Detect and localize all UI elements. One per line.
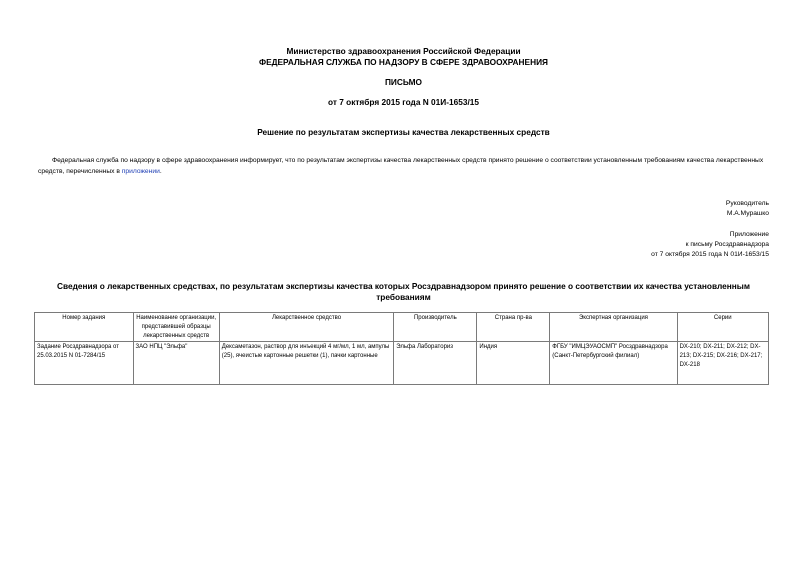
table-cell: Задание Росздравнадзора от 25.03.2015 N 01-7284/15 — [35, 342, 134, 385]
medicines-table — [34, 312, 769, 385]
table-cell: DX-210; DX-211; DX-212; DX-213; DX-215; DX-216; DX-217; DX-218 — [677, 342, 768, 385]
ministry-name: Министерство здравоохранения Российской Федерации — [286, 46, 521, 56]
column-header: Страна пр-ва — [477, 313, 550, 342]
signature-title: Руководитель — [725, 200, 769, 207]
table-cell: Эльфа Лабораториз — [394, 342, 477, 385]
column-header: Номер задания — [35, 313, 134, 342]
body-text: Федеральная служба по надзору в сфере здравоохранения информирует, что по результатам экспертизы качества лекарственных средств принято решение о соответствии установленным требованиям качества лекарственных средств, перечисленных в — [38, 157, 764, 175]
signature-name: М.А.Мурашко — [726, 210, 769, 217]
table-cell: ЗАО НПЦ "Эльфа" — [133, 342, 219, 385]
table-header-row — [35, 313, 769, 342]
service-name: ФЕДЕРАЛЬНАЯ СЛУЖБА ПО НАДЗОРУ В СФЕРЕ ЗДРАВООХРАНЕНИЯ — [259, 57, 548, 67]
table-title: Сведения о лекарственных средствах, по результатам экспертизы качества которых Росздравнадзором принято решение о соответствии их качества установленным требованиям — [56, 281, 750, 302]
appendix-link[interactable]: приложении — [121, 167, 160, 175]
column-header: Наименование организации, представившей образцы лекарственных средств — [133, 313, 219, 342]
body-paragraph — [38, 156, 770, 177]
document-type: ПИСЬМО — [384, 77, 423, 87]
table-cell: Индия — [477, 342, 550, 385]
table-row — [35, 342, 769, 385]
table-cell: Дексаметазон, раствор для инъекций 4 мг/мл, 1 мл, ампулы (25), ячеистые картонные решетки (1), пачки картонные — [219, 342, 394, 385]
column-header: Серии — [677, 313, 768, 342]
appendix-line-1: к письму Росздравнадзора — [685, 241, 769, 248]
table-cell: ФГБУ "ИМЦЭУАОСМП" Росздравнадзора (Санкт-Петербургский филиал) — [550, 342, 677, 385]
column-header: Лекарственное средство — [219, 313, 394, 342]
body-tail: . — [159, 167, 162, 175]
column-header: Экспертная организация — [550, 313, 677, 342]
document-date-number: от 7 октября 2015 года N 01И-1653/15 — [327, 97, 479, 107]
column-header: Производитель — [394, 313, 477, 342]
appendix-label: Приложение — [729, 231, 769, 238]
appendix-line-2: от 7 октября 2015 года N 01И-1653/15 — [651, 251, 769, 258]
document-subject: Решение по результатам экспертизы качества лекарственных средств — [257, 127, 550, 137]
